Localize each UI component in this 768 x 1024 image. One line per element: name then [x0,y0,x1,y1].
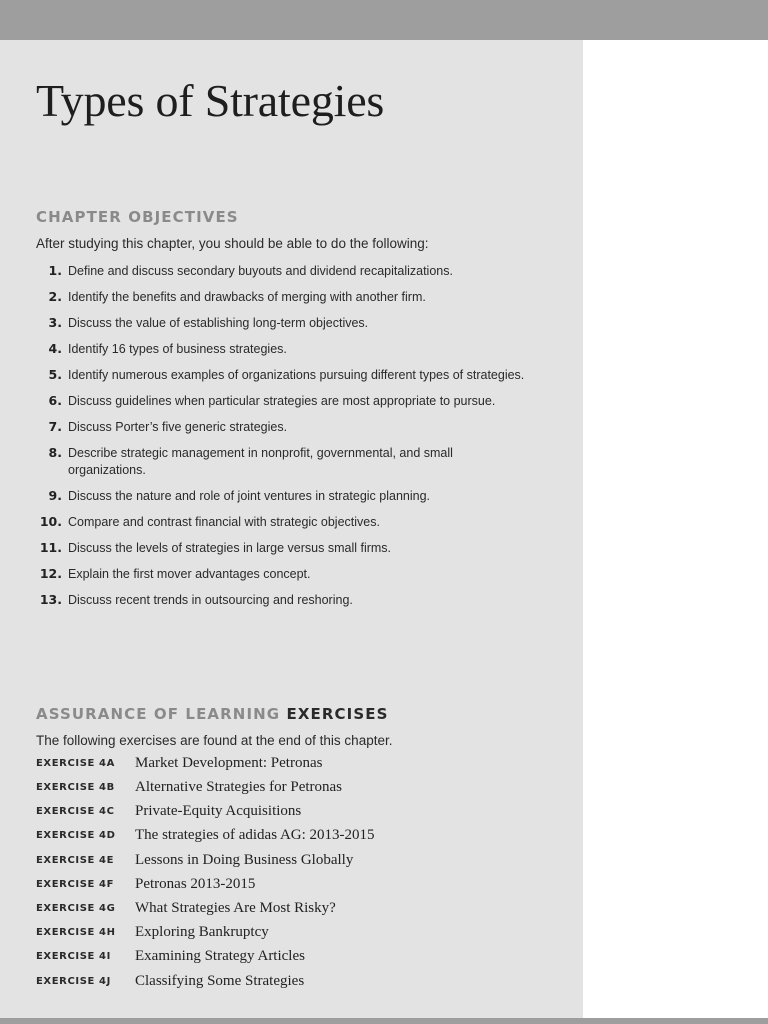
exercise-title: Petronas 2013-2015 [135,876,256,892]
objective-text: Discuss guidelines when particular strategies are most appropriate to pursue. [68,394,496,408]
exercise-code: EXERCISE 4F [36,879,115,890]
objective-number: 6. [48,393,62,408]
assurance-of-learning-heading [36,705,388,723]
exercise-title: Lessons in Doing Business Globally [135,852,354,868]
objective-text: Discuss the levels of strategies in large versus small firms. [68,541,392,555]
exercise-item [36,755,576,775]
exercise-code: EXERCISE 4E [36,855,115,866]
exercise-item [36,827,576,847]
exercise-title: What Strategies Are Most Risky? [135,900,336,916]
exercise-title: Private-Equity Acquisitions [135,803,302,819]
exercise-item [36,803,576,823]
exercise-title: Exploring Bankruptcy [135,924,269,940]
objective-text: Discuss recent trends in outsourcing and reshoring. [68,593,353,607]
objective-text: Discuss the nature and role of joint ventures in strategic planning. [68,489,431,503]
exercise-code: EXERCISE 4J [36,976,111,987]
exercise-title: Alternative Strategies for Petronas [135,779,343,795]
top-bar [0,0,768,40]
objective-text: Discuss Porter’s five generic strategies. [68,420,288,434]
exercise-code: EXERCISE 4I [36,951,111,962]
objective-text: Discuss the value of establishing long-term objectives. [68,316,369,330]
exercise-title: Market Development: Petronas [135,755,323,771]
objective-text: Define and discuss secondary buyouts and dividend recapitalizations. [68,264,453,278]
exercise-code: EXERCISE 4C [36,806,115,817]
objective-text: Compare and contrast financial with strategic objectives. [68,515,380,529]
exercise-code: EXERCISE 4A [36,758,115,769]
objective-number: 3. [48,315,62,330]
objective-number: 12. [39,566,62,581]
page-title: Types of Strategies [36,75,385,126]
exercise-item [36,900,576,920]
objective-number: 13. [39,592,62,607]
exercise-code: EXERCISE 4B [36,782,115,793]
objectives-intro: After studying this chapter, you should be able to do the following: [36,236,429,251]
objective-number: 1. [48,263,62,278]
exercise-item [36,852,576,872]
exercise-item [36,924,576,944]
exercise-title: Classifying Some Strategies [135,973,305,989]
exercise-code: EXERCISE 4H [36,927,116,938]
objective-number: 9. [48,488,62,503]
chapter-objectives-heading: CHAPTER OBJECTIVES [36,208,239,226]
exercise-title: Examining Strategy Articles [135,948,305,964]
objective-number: 10. [39,514,62,529]
exercise-code: EXERCISE 4D [36,830,116,841]
objective-number: 7. [48,419,62,434]
exercise-code: EXERCISE 4G [36,903,116,914]
exercise-title: The strategies of adidas AG: 2013-2015 [135,827,375,843]
objective-number: 2. [48,289,62,304]
exercise-item [36,779,576,799]
objective-text: Identify 16 types of business strategies. [68,342,287,356]
objective-text: Identify numerous examples of organizations pursuing different types of strategies. [68,368,525,382]
objective-text: Describe strategic management in nonprofit, governmental, and small organizations. [68,446,453,477]
bottom-bar [0,1018,768,1024]
heading-light-text: ASSURANCE OF LEARNING [36,705,281,723]
objective-number: 8. [48,445,62,460]
objective-text: Identify the benefits and drawbacks of merging with another firm. [68,290,426,304]
objective-number: 4. [48,341,62,356]
exercise-item [36,973,576,993]
exercise-item [36,948,576,968]
exercise-item [36,876,576,896]
objective-text: Explain the first mover advantages concept. [68,567,311,581]
exercises-intro: The following exercises are found at the end of this chapter. [36,733,393,748]
objective-number: 11. [39,540,62,555]
objective-number: 5. [48,367,62,382]
heading-dark-text: EXERCISES [286,705,389,723]
